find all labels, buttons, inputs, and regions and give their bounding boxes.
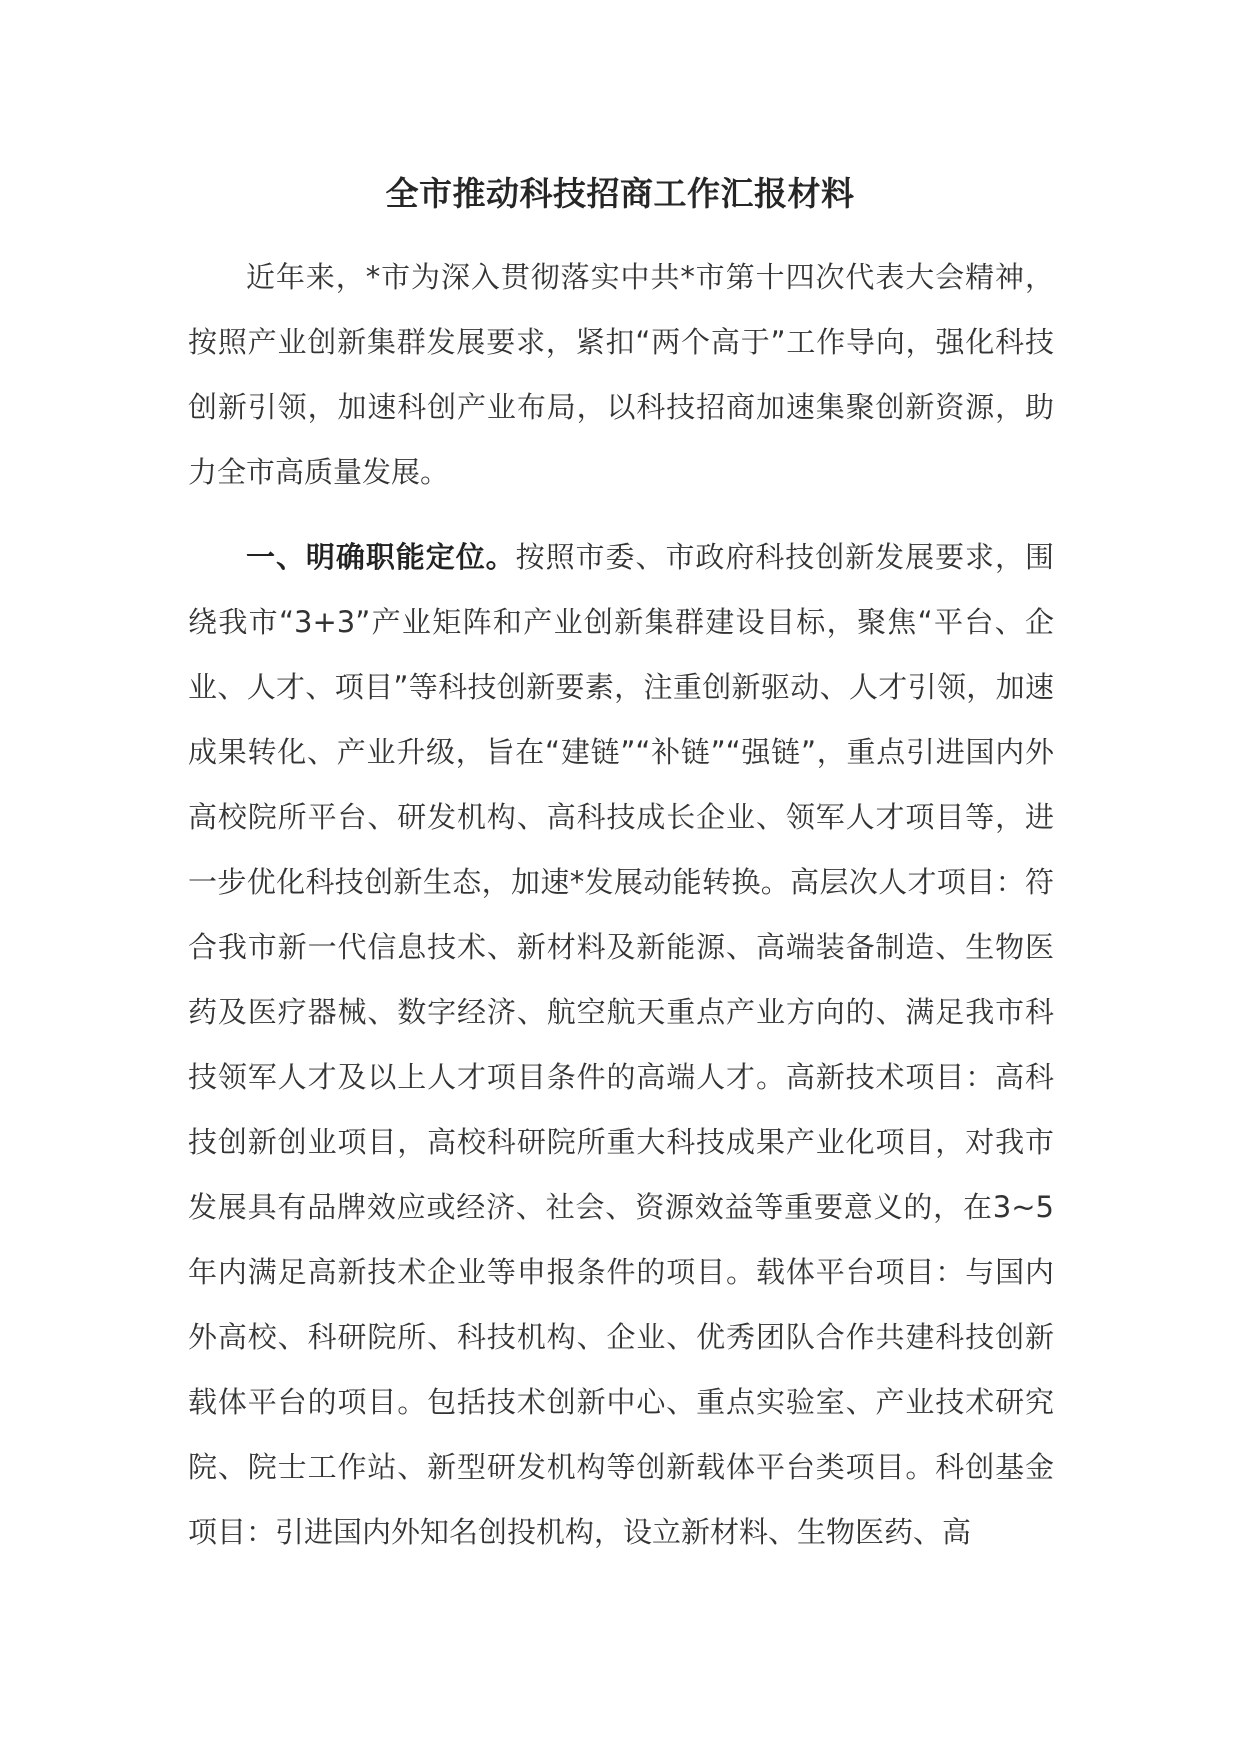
section-1-text: 按照市委、市政府科技创新发展要求，围绕我市“3+3”产业矩阵和产业创新集群建设目标，聚焦“平台、企业、人才、项目”等科技创新要素，注重创新驱动、人才引领，加速成果转化、产业升级，旨在“建链”“补链”“强链”，重点引进国内外高校院所平台、研发机构、高科技成长企业、领军人才项目等，进一步优化科技创新生态，加速*发展动能转换。高层次人才项目：符合我市新一代信息技术、新材料及新能源、高端装备制造、生物医药及医疗器械、数字经济、航空航天重点产业方向的、满足我市科技领军人才及以上人才项目条件的高端人才。高新技术项目：高科技创新创业项目，高校科研院所重大科技成果产业化项目，对我市发展具有品牌效应或经济、社会、资源效益等重要意义的，在3~5年内满足高新技术企业等申报条件的项目。载体平台项目：与国内外高校、科研院所、科技机构、企业、优秀团队合作共建科技创新载体平台的项目。包括技术创新中心、重点实验室、产业技术研究院、院士工作站、新型研发机构等创新载体平台类项目。科创基金项目：引进国内外知名创投机构，设立新材料、生物医药、高 — [188, 540, 1054, 1549]
paragraph-intro-text: 近年来，*市为深入贯彻落实中共*市第十四次代表大会精神，按照产业创新集群发展要求，紧扣“两个高于”工作导向，强化科技创新引领，加速科创产业布局，以科技招商加速集聚创新资源，助力全市高质量发展。 — [188, 260, 1054, 489]
section-1-heading: 一、明确职能定位。 — [246, 540, 516, 574]
document-title: 全市推动科技招商工作汇报材料 — [385, 174, 855, 213]
paragraph-intro — [188, 245, 1054, 505]
paragraph-section-1 — [188, 525, 1054, 1565]
